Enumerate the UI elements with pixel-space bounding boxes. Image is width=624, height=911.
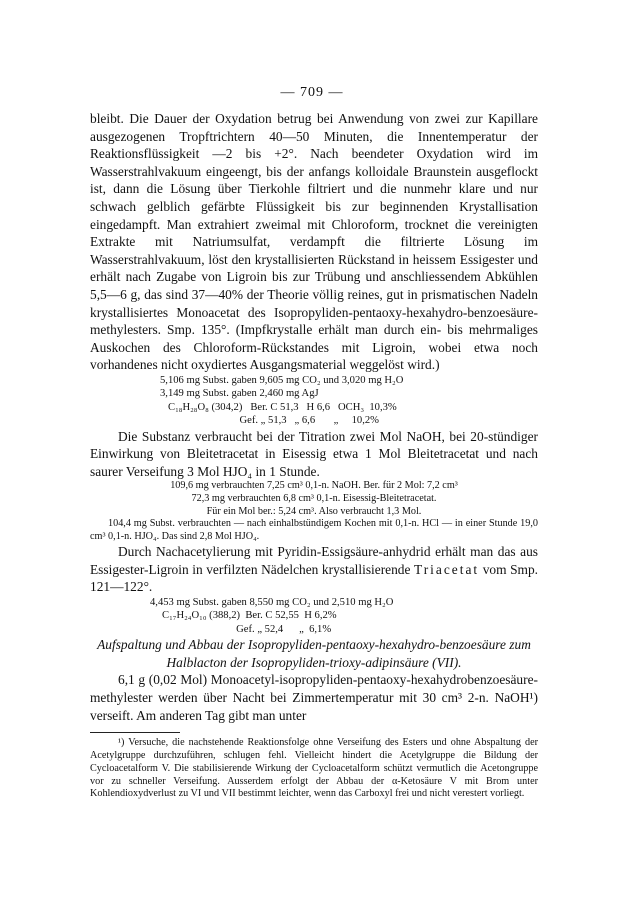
paragraph-triacetate <box>90 543 538 596</box>
analysis-line: Gef. „ 52,4 „ 6,1% <box>162 623 332 635</box>
footnote <box>90 737 538 801</box>
triacetate-text-before: Durch Nachacetylierung mit Pyridin-Essigsäure-anhydrid erhält man das aus Essigester-Ligroin in verfilzten Nädelchen krystallisierende <box>90 544 538 577</box>
paragraph-saponification: 6,1 g (0,02 Mol) Monoacetyl-isopropyliden-pentaoxy-hexahydrobenzoesäure-methylester werden über Nacht bei Zimmertemperatur mit 30 cm³ 2-n. NaOH¹) verseift. Am anderen Tag gibt man unter <box>90 672 538 723</box>
section-heading: Aufspaltung und Abbau der Isopropyliden-pentaoxy-hexahydro-benzoesäure zum Halblacton der Isopropyliden-trioxy-adipinsäure (VII). <box>97 637 531 670</box>
titration-line: 72,3 mg verbrauchten 6,8 cm³ 0,1-n. Eisessig-Bleitetracetat. <box>191 492 437 504</box>
footnote-mark: ¹) <box>118 737 125 749</box>
analysis-block-1 <box>90 374 538 428</box>
footnote-text: Versuche, die nachstehende Reaktionsfolge ohne Verseifung des Esters und ohne Abspaltung der Acetylgruppe durchzuführen, schlugen fehl. Vielleicht hindert die Acetylgruppe die Bildung der Cycloacetalform V. Die stabilisierende Wirkung der Cycloacetalform schützt vermutlich die Acetongruppe vor zu schneller Verseifung. Ausserdem erfolgt der Abbau der α-Ketosäure V mit Brom unter Kohlendioxydverlust zu VI und VII bestimmt leichter, wenn das Carboxyl frei und nicht verestert vorliegt. <box>90 737 538 800</box>
triacetate-term: Triacetat <box>414 561 480 577</box>
analysis-block-2 <box>90 596 538 636</box>
page-number: — 709 — <box>280 85 344 100</box>
analysis-line: 4,453 mg Subst. gaben 8,550 mg CO₂ und 2,510 mg H₂O <box>150 597 394 609</box>
analysis-line: 3,149 mg Subst. gaben 2,460 mg AgJ <box>160 388 319 400</box>
analysis-line: 5,106 mg Subst. gaben 9,605 mg CO₂ und 3,020 mg H₂O <box>160 374 404 386</box>
paragraph-oxidation: bleibt. Die Dauer der Oxydation betrug bei Anwendung von zwei zur Kapillare ausgezogenen Tropftrichtern 40—50 Minuten, die Innentemperatur der Reaktionsflüssigkeit —2 bis +2°. Nach beendeter Oxydation wird im Wasserstrahlvakuum eingeengt, bis der anfangs kolloidale Braunstein ausgeflockt ist, dann die Lösung über Tierkohle filtriert und die nunmehr klare und nur schwach gelblich gefärbte Flüssigkeit bis zur beginnenden Krystallisation eingedampft. Man extrahiert zweimal mit Chloroform, trocknet die vereinigten Extrakte mit Natriumsulfat, verdampft die filtrierte Lösung im Wasserstrahlvakuum, löst den krystallisierten Rückstand in heissem Essigester und erhält nach Zugabe von Ligroin bis zur Trübung und anschliessendem Abkühlen 5,5—6 g, das sind 37—40% der Theorie völlig reines, gut in prismatischen Nadeln krystallisiertes Monoacetat des Isopropyliden-pentaoxy-hexahydro-benzoesäure-methylesters. Smp. 135°. (Impfkrystalle erhält man durch ein- bis mehrmaliges Auskochen des Chloroform-Rückstandes mit Ligroin, wobei etwa noch vorhandenes nicht oxydiertes Ausgangsmaterial weggelöst wird.) <box>90 111 538 373</box>
paragraph-titration: Die Substanz verbraucht bei der Titration zwei Mol NaOH, bei 20-stündiger Einwirkung von Bleitetracetat in Eisessig etwa 1 Mol Bleitetracetat und nach saurer Verseifung 3 Mol HJO₄ in 1 Stunde. <box>90 428 538 479</box>
analysis-line: C₁₈H₂₈O₈ (304,2) Ber. C 51,3 H 6,6 OCH₃ 10,3% <box>168 401 397 413</box>
analysis-line: Gef. „ 51,3 „ 6,6 „ 10,2% <box>168 415 379 427</box>
titration-paragraph: 104,4 mg Subst. verbrauchten — nach einhalbstündigem Kochen mit 0,1-n. HCl — in einer Stunde 19,0 cm³ 0,1-n. HJO₄. Das sind 2,8 Mol HJO₄. <box>90 518 538 542</box>
analysis-line: C₁₇H₂₄O₁₀ (388,2) Ber. C 52,55 H 6,2% <box>162 610 337 622</box>
titration-line: Für ein Mol ber.: 5,24 cm³. Also verbraucht 1,3 Mol. <box>206 505 422 517</box>
titration-line: 109,6 mg verbrauchten 7,25 cm³ 0,1-n. NaOH. Ber. für 2 Mol: 7,2 cm³ <box>170 480 458 492</box>
triacetate-text-after: vom Smp. 121—122°. <box>90 561 538 595</box>
footnote-rule <box>90 732 180 733</box>
body-text <box>90 110 538 801</box>
